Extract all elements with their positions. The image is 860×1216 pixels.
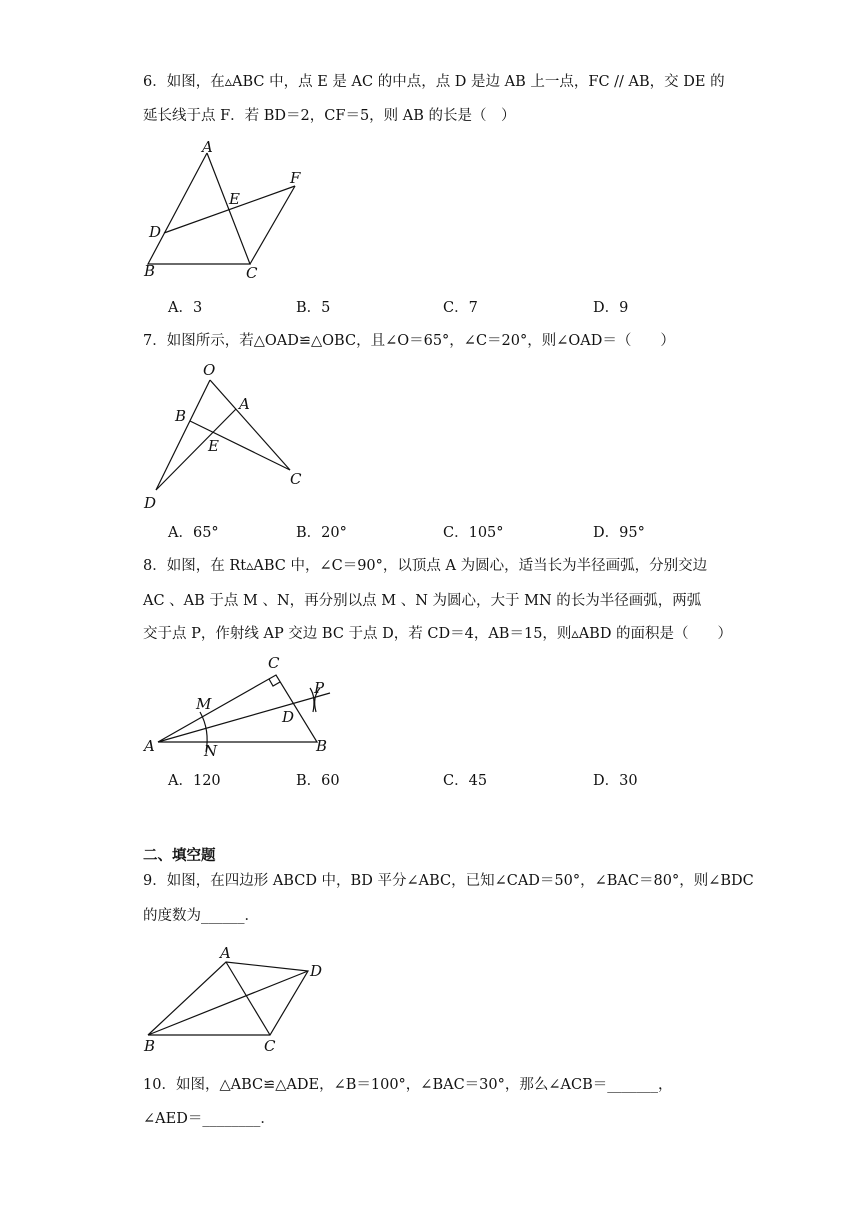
- q6-label-d: D: [149, 223, 162, 241]
- q9-text-line-1: 9．如图，在四边形 ABCD 中，BD 平分∠ABC，已知∠CAD＝50°，∠BAC＝80°，则∠BDC: [143, 873, 754, 889]
- q6-label-e: E: [229, 190, 240, 208]
- q7-label-b: B: [175, 407, 187, 425]
- q8-label-c: C: [268, 654, 280, 672]
- q8-option-b[interactable]: B．60: [296, 773, 340, 789]
- q8-label-d: D: [282, 708, 295, 726]
- q6-label-c: C: [246, 264, 258, 282]
- q8-label-b: B: [316, 737, 328, 755]
- q9-label-a: A: [220, 944, 231, 962]
- q8-label-p: P: [314, 679, 325, 697]
- q9-label-c: C: [264, 1037, 276, 1055]
- q9-label-b: B: [144, 1037, 156, 1055]
- q7-diagram: [140, 358, 310, 513]
- q7-label-o: O: [203, 361, 216, 379]
- q6-segment-fc: [250, 186, 295, 264]
- q8-label-m: M: [196, 695, 212, 713]
- q9-diagonal-ac: [226, 962, 270, 1035]
- q7-label-c: C: [290, 470, 302, 488]
- q8-label-n: N: [204, 742, 218, 760]
- q7-option-d[interactable]: D．95°: [593, 525, 645, 541]
- q6-label-b: B: [144, 262, 156, 280]
- q6-label-a: A: [202, 138, 213, 156]
- q6-option-d[interactable]: D．9: [593, 300, 629, 316]
- q6-diagram: [140, 138, 310, 283]
- section-heading-fill-in: 二、填空题: [143, 848, 216, 864]
- q9-diagram: [140, 942, 340, 1057]
- q8-option-a[interactable]: A．120: [168, 773, 221, 789]
- q8-label-a: A: [144, 737, 155, 755]
- q6-label-f: F: [290, 169, 301, 187]
- q10-text-line-1: 10．如图，△ABC≌△ADE，∠B＝100°，∠BAC＝30°，那么∠ACB＝_______，: [143, 1077, 673, 1093]
- q8-right-angle-mark: [269, 679, 280, 686]
- q8-text-line-3: 交于点 P，作射线 AP 交边 BC 于点 D，若 CD＝4，AB＝15，则▵ABD 的面积是（ ）: [143, 626, 733, 642]
- q8-option-c[interactable]: C．45: [443, 773, 488, 789]
- q8-text-line-1: 8．如图，在 Rt▵ABC 中，∠C＝90°，以顶点 A 为圆心，适当长为半径画弧，分别交边: [143, 558, 708, 574]
- q8-diagram: [140, 650, 340, 762]
- q7-label-e: E: [208, 437, 219, 455]
- q6-option-c[interactable]: C．7: [443, 300, 478, 316]
- q6-option-a[interactable]: A．3: [168, 300, 203, 316]
- q7-option-c[interactable]: C．105°: [443, 525, 504, 541]
- q7-option-a[interactable]: A．65°: [168, 525, 219, 541]
- q9-text-line-2: 的度数为______．: [143, 908, 259, 924]
- q7-segment-ad: [156, 409, 236, 490]
- q6-text-line-2: 延长线于点 F．若 BD＝2，CF＝5，则 AB 的长是（ ）: [143, 108, 516, 124]
- q9-quadrilateral-abcd: [148, 962, 308, 1035]
- q8-text-line-2: AC 、AB 于点 M 、N，再分别以点 M 、N 为圆心，大于 MN 的长为半径画弧，两弧: [143, 593, 702, 609]
- q6-text-line-1: 6．如图，在▵ABC 中，点 E 是 AC 的中点，点 D 是边 AB 上一点，FC // AB，交 DE 的: [143, 74, 725, 90]
- q6-triangle-abc: [148, 153, 250, 264]
- q9-label-d: D: [310, 962, 323, 980]
- q10-text-line-2: ∠AED＝________．: [143, 1111, 275, 1127]
- q7-segment-bc: [190, 421, 290, 470]
- q7-option-b[interactable]: B．20°: [296, 525, 347, 541]
- q8-option-d[interactable]: D．30: [593, 773, 638, 789]
- q8-ray-ap: [158, 693, 330, 742]
- q7-segment-od: [156, 380, 210, 490]
- q7-segment-oc: [210, 380, 290, 470]
- q9-diagonal-bd: [148, 971, 308, 1035]
- q7-label-a: A: [239, 395, 250, 413]
- q7-label-d: D: [144, 494, 157, 512]
- q6-option-b[interactable]: B．5: [296, 300, 331, 316]
- q7-text-line-1: 7．如图所示，若△OAD≌△OBC，且∠O＝65°，∠C＝20°，则∠OAD＝（ ）: [143, 333, 675, 349]
